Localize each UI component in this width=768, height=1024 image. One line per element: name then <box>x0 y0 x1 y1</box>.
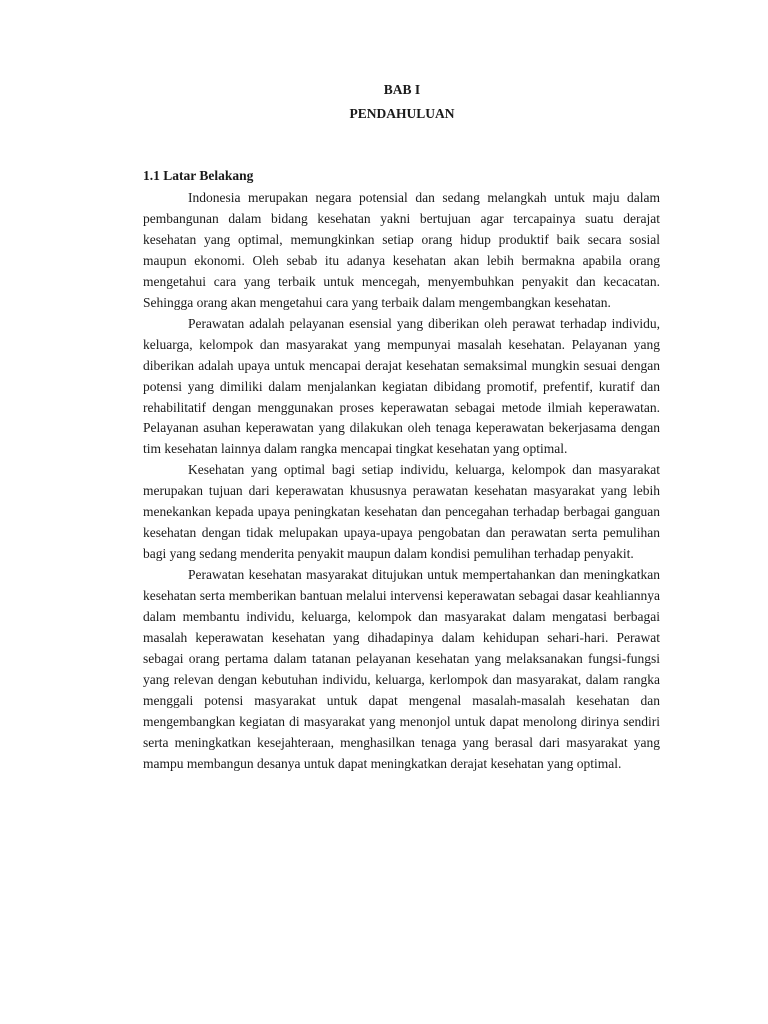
paragraph: Perawatan kesehatan masyarakat ditujukan untuk mempertahankan dan meningkatkan kesehatan serta memberikan bantuan melalui intervensi keperawatan sebagai dasar keahliannya dalam membantu individu, keluarga, kelompok dan masyarakat dalam mengatasi berbagai masalah keperawatan kesehatan yang dihadapinya dalam kehidupan sehari-hari. Perawat sebagai orang pertama dalam tatanan pelayanan kesehatan yang melaksanakan fungsi-fungsi yang relevan dengan kebutuhan individu, keluarga, kerlompok dan masyarakat, dalam rangka menggali potensi masyarakat untuk dapat mengenal masalah-masalah kesehatan dan mengembangkan kegiatan di masyarakat yang menonjol untuk dapat menolong dirinya sendiri serta meningkatkan kesejahteraan, menghasilkan tenaga yang berasal dari masyarakat yang mampu membangun desanya untuk dapat meningkatkan derajat kesehatan yang optimal. <box>143 567 660 771</box>
paragraph: Perawatan adalah pelayanan esensial yang diberikan oleh perawat terhadap individu, keluarga, kelompok dan masyarakat yang mempunyai masalah kesehatan. Pelayanan yang diberikan adalah upaya untuk mencapai derajat kesehatan semaksimal mungkin sesuai dengan potensi yang dimiliki dalam menjalankan kegiatan dibidang promotif, prefentif, kuratif dan rehabilitatif dengan menggunakan proses keperawatan sebagai metode ilmiah keperawatan. Pelayanan asuhan keperawatan yang dilakukan oleh tenaga keperawatan bekerjasama dengan tim kesehatan lainnya dalam rangka mencapai tingkat kesehatan yang optimal. <box>143 315 660 457</box>
paragraph: Kesehatan yang optimal bagi setiap individu, keluarga, kelompok dan masyarakat merupakan tujuan dari keperawatan khususnya perawatan kesehatan masyarakat yang lebih menekankan kepada upaya peningkatan kesehatan dan pencegahan terhadap berbagai ganguan kesehatan dengan tidak melupakan upaya-upaya pengobatan dan perawatan serta pemulihan bagi yang sedang menderita penyakit maupun dalam kondisi pemulihan terhadap penyakit. <box>143 462 660 562</box>
paragraph: Indonesia merupakan negara potensial dan sedang melangkah untuk maju dalam pembangunan dalam bidang kesehatan yakni bertujuan agar tercapainya suatu derajat kesehatan yang optimal, memungkinkan setiap orang hidup produktif baik secara sosial maupun ekonomi. Oleh sebab itu adanya kesehatan akan lebih bermakna apabila orang mengetahui cara yang terbaik untuk mencegah, menyembuhkan penyakit dan kecacatan. Sehingga orang akan mengetahui cara yang terbaik dalam mengembangkan kesehatan. <box>143 190 660 310</box>
body-text <box>143 188 660 775</box>
chapter-title: PENDAHULUAN <box>349 106 455 121</box>
section-heading: 1.1 Latar Belakang <box>143 168 254 183</box>
chapter-number: BAB I <box>383 82 421 97</box>
